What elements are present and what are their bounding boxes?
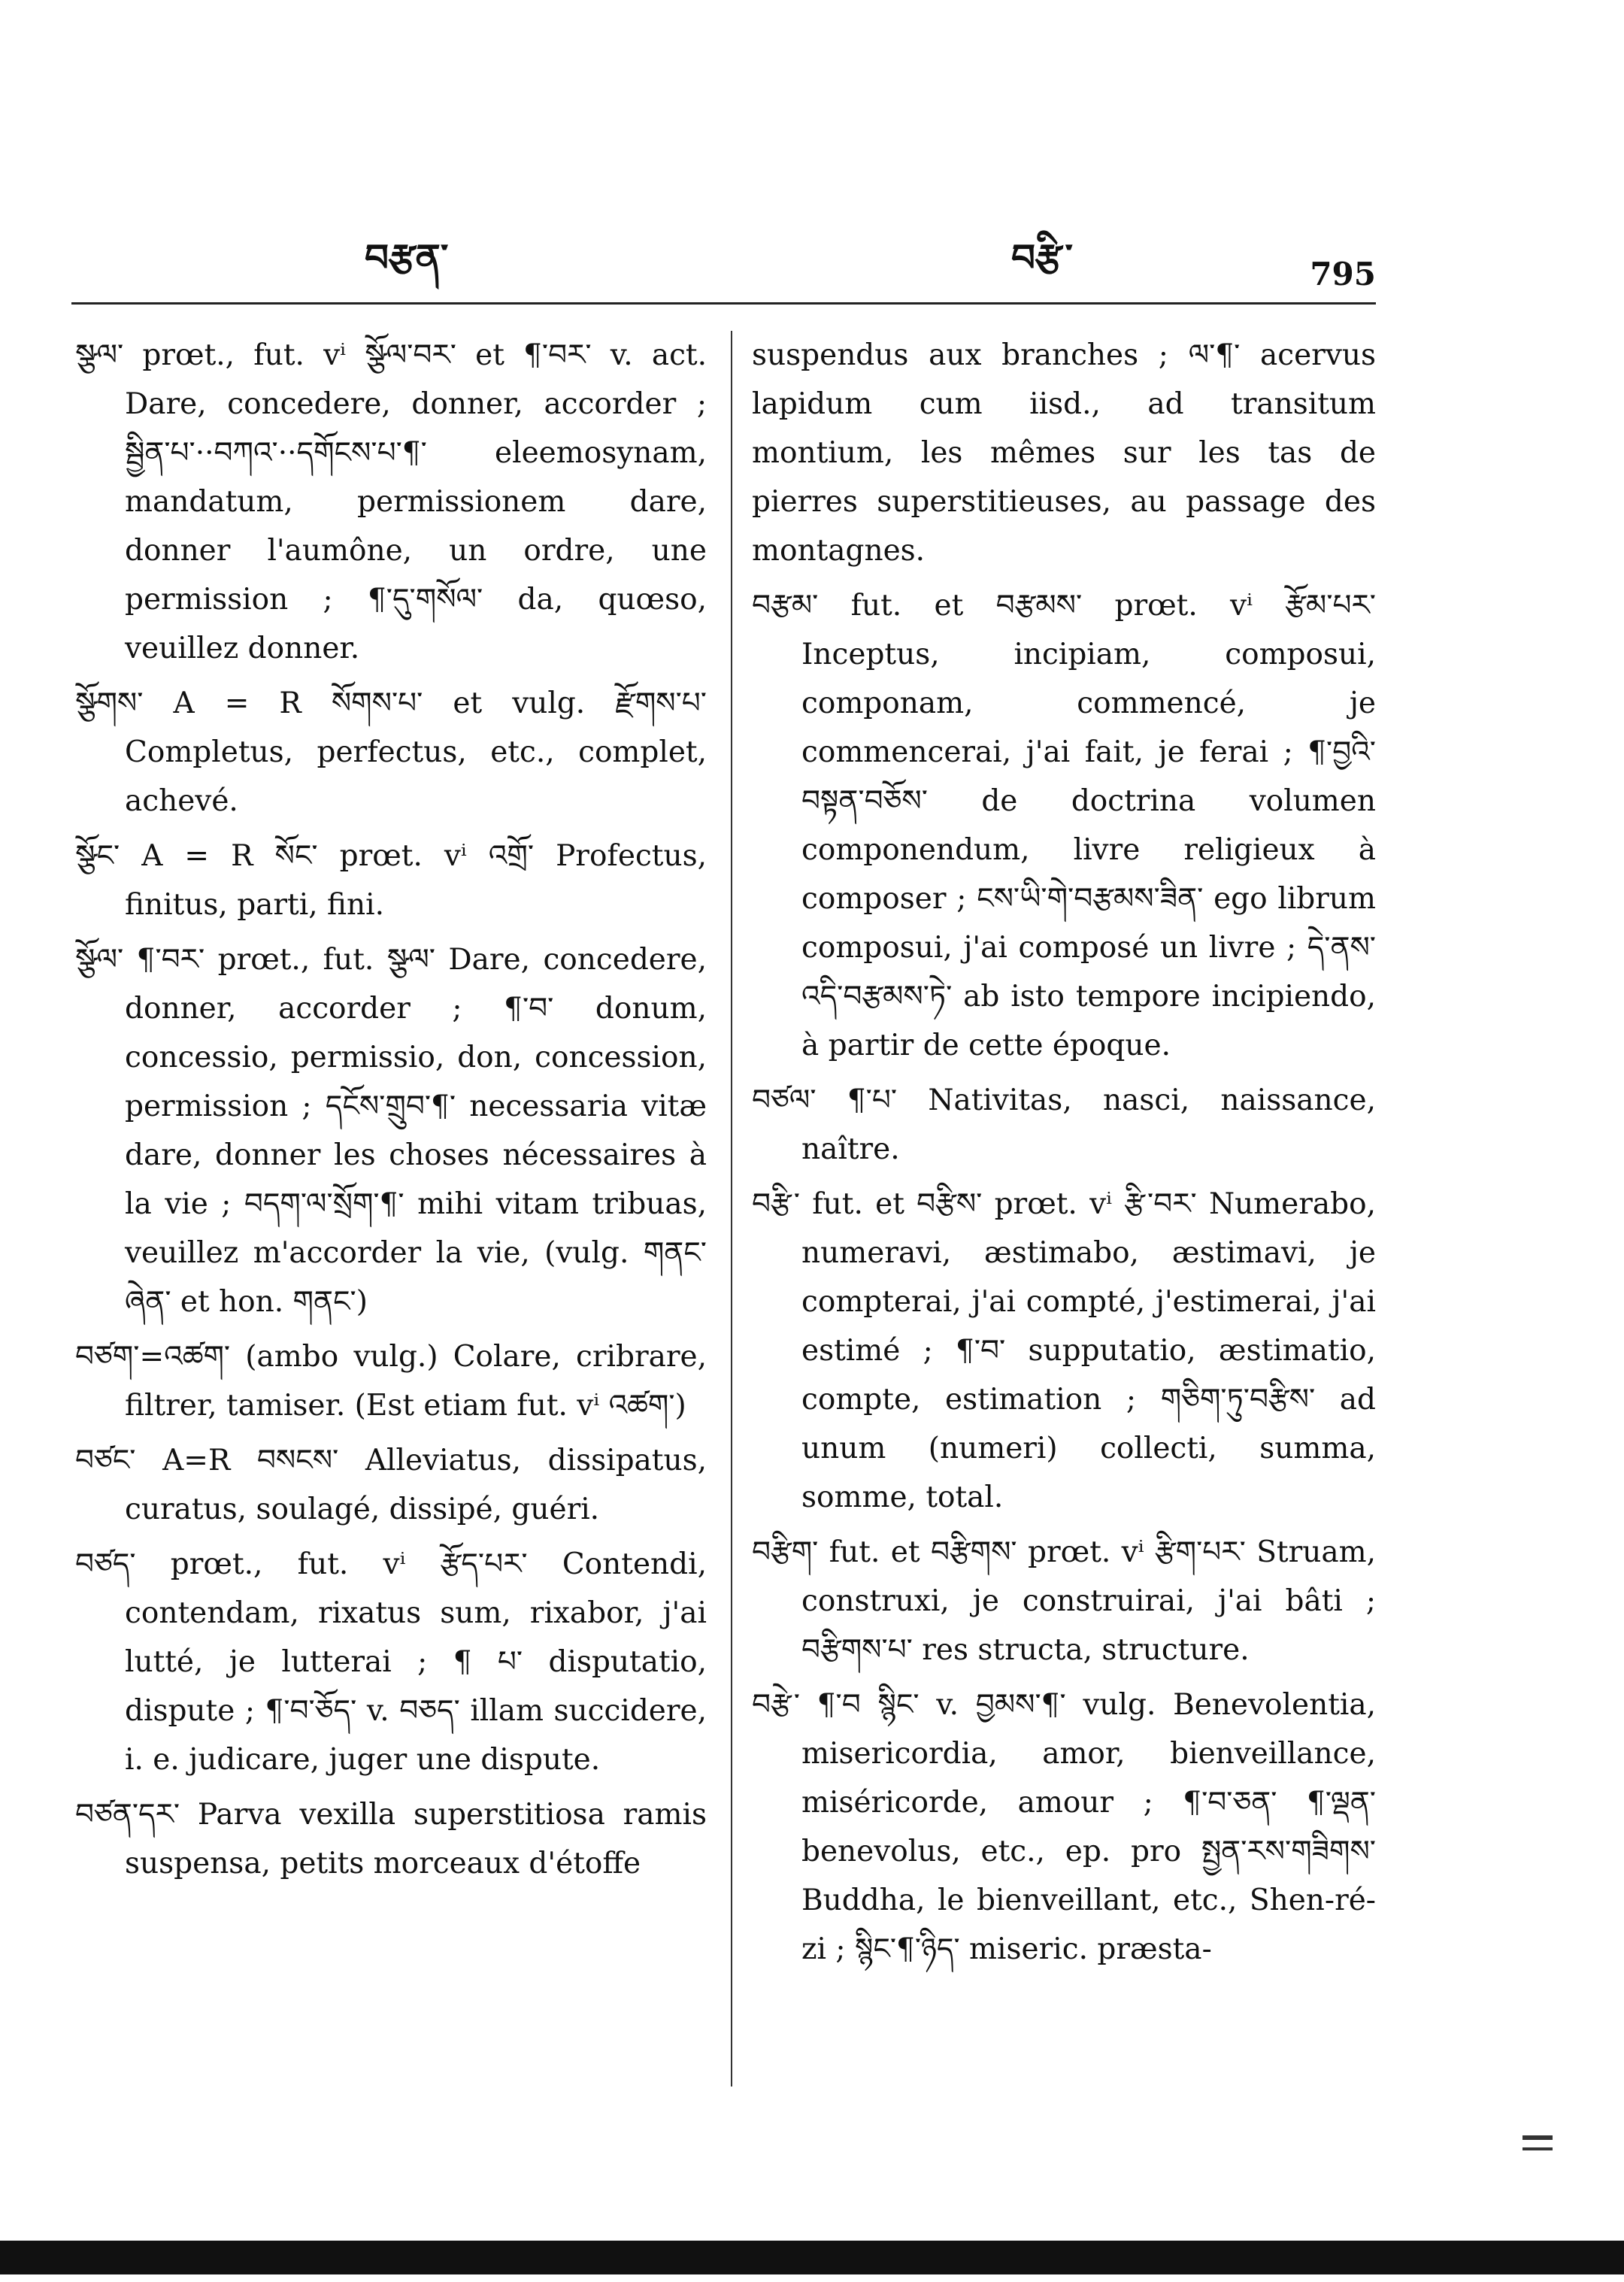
- dictionary-entry: བཙང་ A=R བསངས་ Alleviatus, dissipatus, curatus, soulagé, dissipé, guéri.: [75, 1444, 707, 1526]
- left-column: [75, 331, 707, 1894]
- print-mark: [1522, 2135, 1553, 2150]
- dictionary-entry: བརྩི་ fut. et བརྩིས་ prœt. vⁱ རྩི་བར་ Numerabo, numeravi, æstimabo, æstimavi, je compterai, j'ai compté, j'estimerai, j'ai estimé ; ¶་བ་ supputatio, æstimatio, compte, estimation ; གཅིག་ཏུ་བརྩིས་ ad unum (numeri) collecti, summa, somme, total.: [752, 1187, 1376, 1514]
- dictionary-entry: བརྩམ་ fut. et བརྩམས་ prœt. vⁱ རྩོམ་པར་ Inceptus, incipiam, composui, componam, commencé, je commencerai, j'ai fait, je ferai ; ¶་བྱའི་བསྟན་བཅོས་ de doctrina volumen componendum, livre religieux à composer ; ངས་ཡི་གེ་བརྩམས་ཟིན་ ego librum composui, j'ai composé un livre ; དེ་ནས་འདི་བརྩམས་ཏེ་ ab isto tempore incipiendo, à partir de cette époque.: [752, 589, 1376, 1062]
- dictionary-entry: བཙད་ prœt., fut. vⁱ རྩོད་པར་ Contendi, contendam, rixatus sum, rixabor, j'ai lutté, je lutterai ; ¶ པ་ disputatio, dispute ; ¶་བ་ཅོད་ v. བཅད་ illam succidere, i. e. judicare, juger une dispute.: [75, 1547, 707, 1777]
- dictionary-entry: སྩལ་ prœt., fut. vⁱ སྩོལ་བར་ et ¶་བར་ v. act. Dare, concedere, donner, accorder ; སྦྱིན་པ་··བཀའ་··དགོངས་པ་¶་ eleemosynam, mandatum, permissionem dare, donner l'aumône, un ordre, une permission ; ¶་དུ་གསོལ་ da, quœso, veuillez donner.: [75, 338, 707, 665]
- header-rule: [71, 302, 1376, 305]
- dictionary-entry: བཙན་དར་ Parva vexilla superstitiosa ramis suspensa, petits morceaux d'étoffe: [75, 1798, 707, 1880]
- dictionary-entry: བརྩེ་ ¶་བ སྙིང་ v. བྱམས་¶་ vulg. Benevolentia, misericordia, amor, bienveillance, miséricorde, amour ; ¶་བ་ཅན་ ¶་ལྡན་ benevolus, etc., ep. pro སྤྱན་རས་གཟིགས་ Buddha, le bienveillant, etc., Shen-ré-zi ; སྙིང་¶་ཉིད་ miseric. præsta-: [752, 1688, 1376, 1966]
- dictionary-entry: སྩོང་ A = R སོང་ prœt. vⁱ འགྲོ་ Profectus, finitus, parti, fini.: [75, 839, 707, 922]
- column-divider: [731, 331, 732, 2087]
- entry-continuation: suspendus aux branches ; ལ་¶་ acervus lapidum cum iisd., ad transitum montium, les mêmes sur les tas de pierres superstitieuses, au passage des montagnes.: [752, 338, 1376, 568]
- scan-edge-bar: [0, 2241, 1624, 2274]
- page-number: 795: [1310, 256, 1376, 292]
- dictionary-entry: བཙལ་ ¶་པ་ Nativitas, nasci, naissance, naître.: [752, 1083, 1376, 1166]
- dictionary-entry: སྩོགས་ A = R སོགས་པ་ et vulg. རྫོགས་པ་ Completus, perfectus, etc., complet, achevé.: [75, 686, 707, 818]
- right-column: [752, 331, 1376, 1980]
- dictionary-entry: སྩོལ་ ¶་བར་ prœt., fut. སྩལ་ Dare, concedere, donner, accorder ; ¶་བ་ donum, concessio, permissio, don, concession, permission ; དངོས་གྲུབ་¶་ necessaria vitæ dare, donner les choses nécessaires à la vie ; བདག་ལ་སྲོག་¶་ mihi vitam tribuas, veuillez m'accorder la vie, (vulg. གནང་ ཞེན་ et hon. གནང་): [75, 943, 707, 1319]
- running-head-left: བརྩན་: [365, 235, 449, 280]
- running-head-middle: བརྩི་: [1011, 235, 1074, 280]
- dictionary-entry: བཙག་=འཚག་ (ambo vulg.) Colare, cribrare, filtrer, tamiser. (Est etiam fut. vⁱ འཚག་): [75, 1340, 707, 1423]
- dictionary-entry: བརྩིག་ fut. et བརྩིགས་ prœt. vⁱ རྩིག་པར་ Struam, construxi, je construirai, j'ai bâti ; བརྩིགས་པ་ res structa, structure.: [752, 1535, 1376, 1667]
